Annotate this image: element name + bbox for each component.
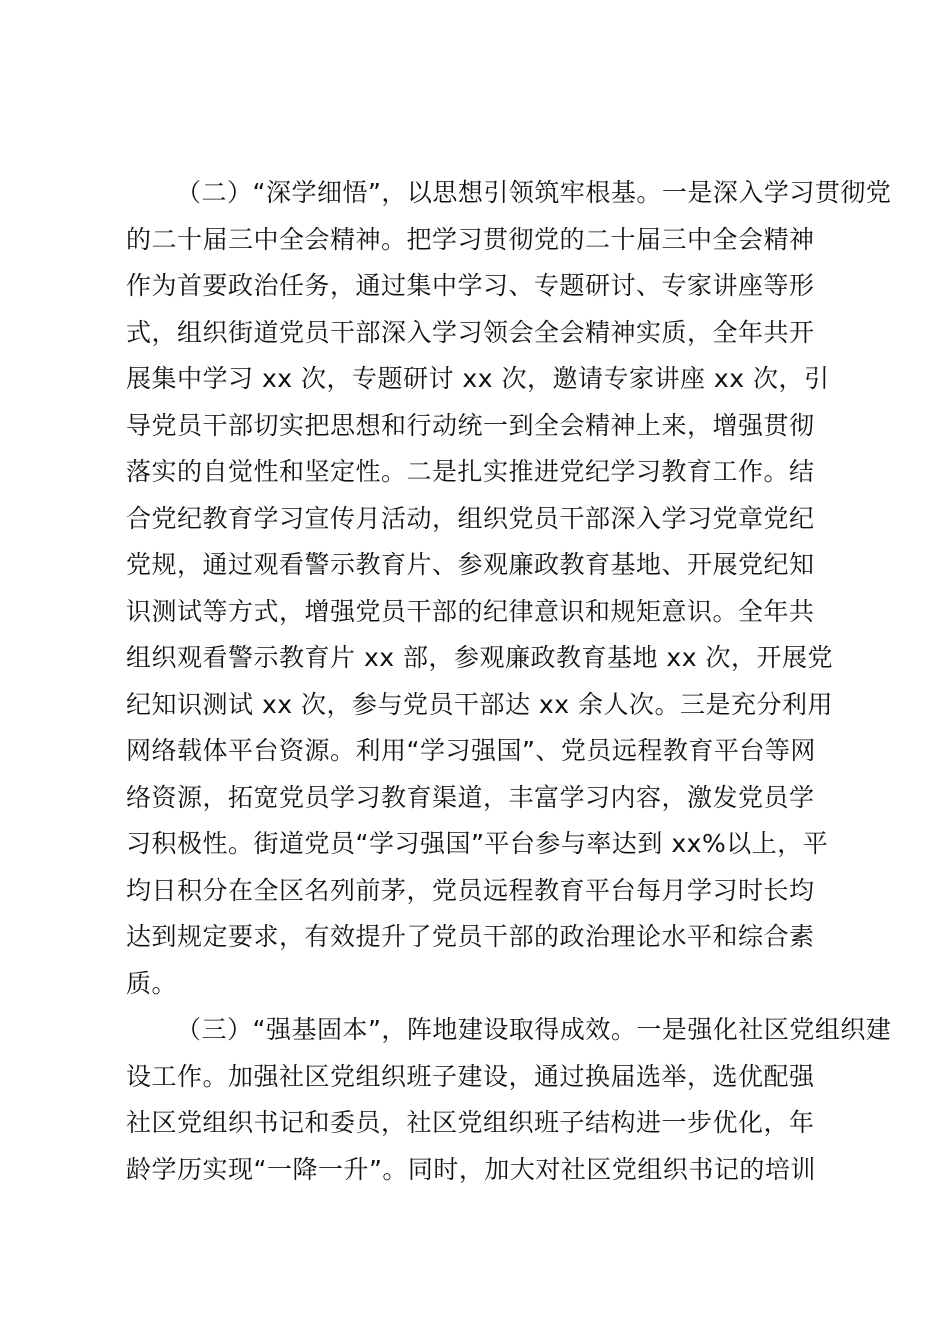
paragraph-deep-study: [126, 170, 892, 1007]
text-line: （三）“强基固本”，阵地建设取得成效。一是强化社区党组织建: [176, 1015, 892, 1044]
text-line: 纪知识测试 xx 次，参与党员干部达 xx 余人次。三是充分利用: [126, 689, 833, 719]
text-line: 的二十届三中全会精神。把学习贯彻党的二十届三中全会精神: [126, 224, 815, 254]
document-body: [126, 170, 892, 1193]
text-line: 展集中学习 xx 次，专题研讨 xx 次，邀请专家讲座 xx 次，引: [126, 364, 830, 393]
text-line: 设工作。加强社区党组织班子建设，通过换届选举，选优配强: [126, 1061, 815, 1091]
text-line: 习积极性。街道党员“学习强国”平台参与率达到 xx%以上，平: [126, 829, 829, 858]
text-line: 社区党组织书记和委员，社区党组织班子结构进一步优化，年: [126, 1108, 815, 1137]
text-line: 作为首要政治任务，通过集中学习、专题研讨、专家讲座等形: [126, 271, 815, 300]
text-line: 式，组织街道党员干部深入学习领会全会精神实质，全年共开: [126, 317, 815, 347]
text-line: 龄学历实现“一降一升”。同时，加大对社区党组织书记的培训: [126, 1154, 816, 1184]
text-line: 均日积分在全区名列前茅，党员远程教育平台每月学习时长均: [126, 875, 815, 905]
text-line: 组织观看警示教育片 xx 部，参观廉政教育基地 xx 次，开展党: [126, 643, 833, 672]
text-line: 党规，通过观看警示教育片、参观廉政教育基地、开展党纪知: [126, 550, 815, 579]
text-line: 达到规定要求，有效提升了党员干部的政治理论水平和综合素: [126, 922, 815, 951]
paragraph-strengthen-foundation: [126, 1007, 892, 1193]
text-line: 络资源，拓宽党员学习教育渠道，丰富学习内容，激发党员学: [126, 782, 815, 812]
text-line: （二）“深学细悟”，以思想引领筑牢根基。一是深入学习贯彻党: [176, 178, 892, 207]
text-line: 质。: [126, 968, 178, 998]
text-line: 落实的自觉性和坚定性。二是扎实推进党纪学习教育工作。结: [126, 457, 815, 486]
text-line: 识测试等方式，增强党员干部的纪律意识和规矩意识。全年共: [126, 596, 815, 626]
text-line: 导党员干部切实把思想和行动统一到全会精神上来，增强贯彻: [126, 410, 815, 440]
text-line: 网络载体平台资源。利用“学习强国”、党员远程教育平台等网: [126, 736, 816, 765]
text-line: 合党纪教育学习宣传月活动，组织党员干部深入学习党章党纪: [126, 503, 815, 533]
